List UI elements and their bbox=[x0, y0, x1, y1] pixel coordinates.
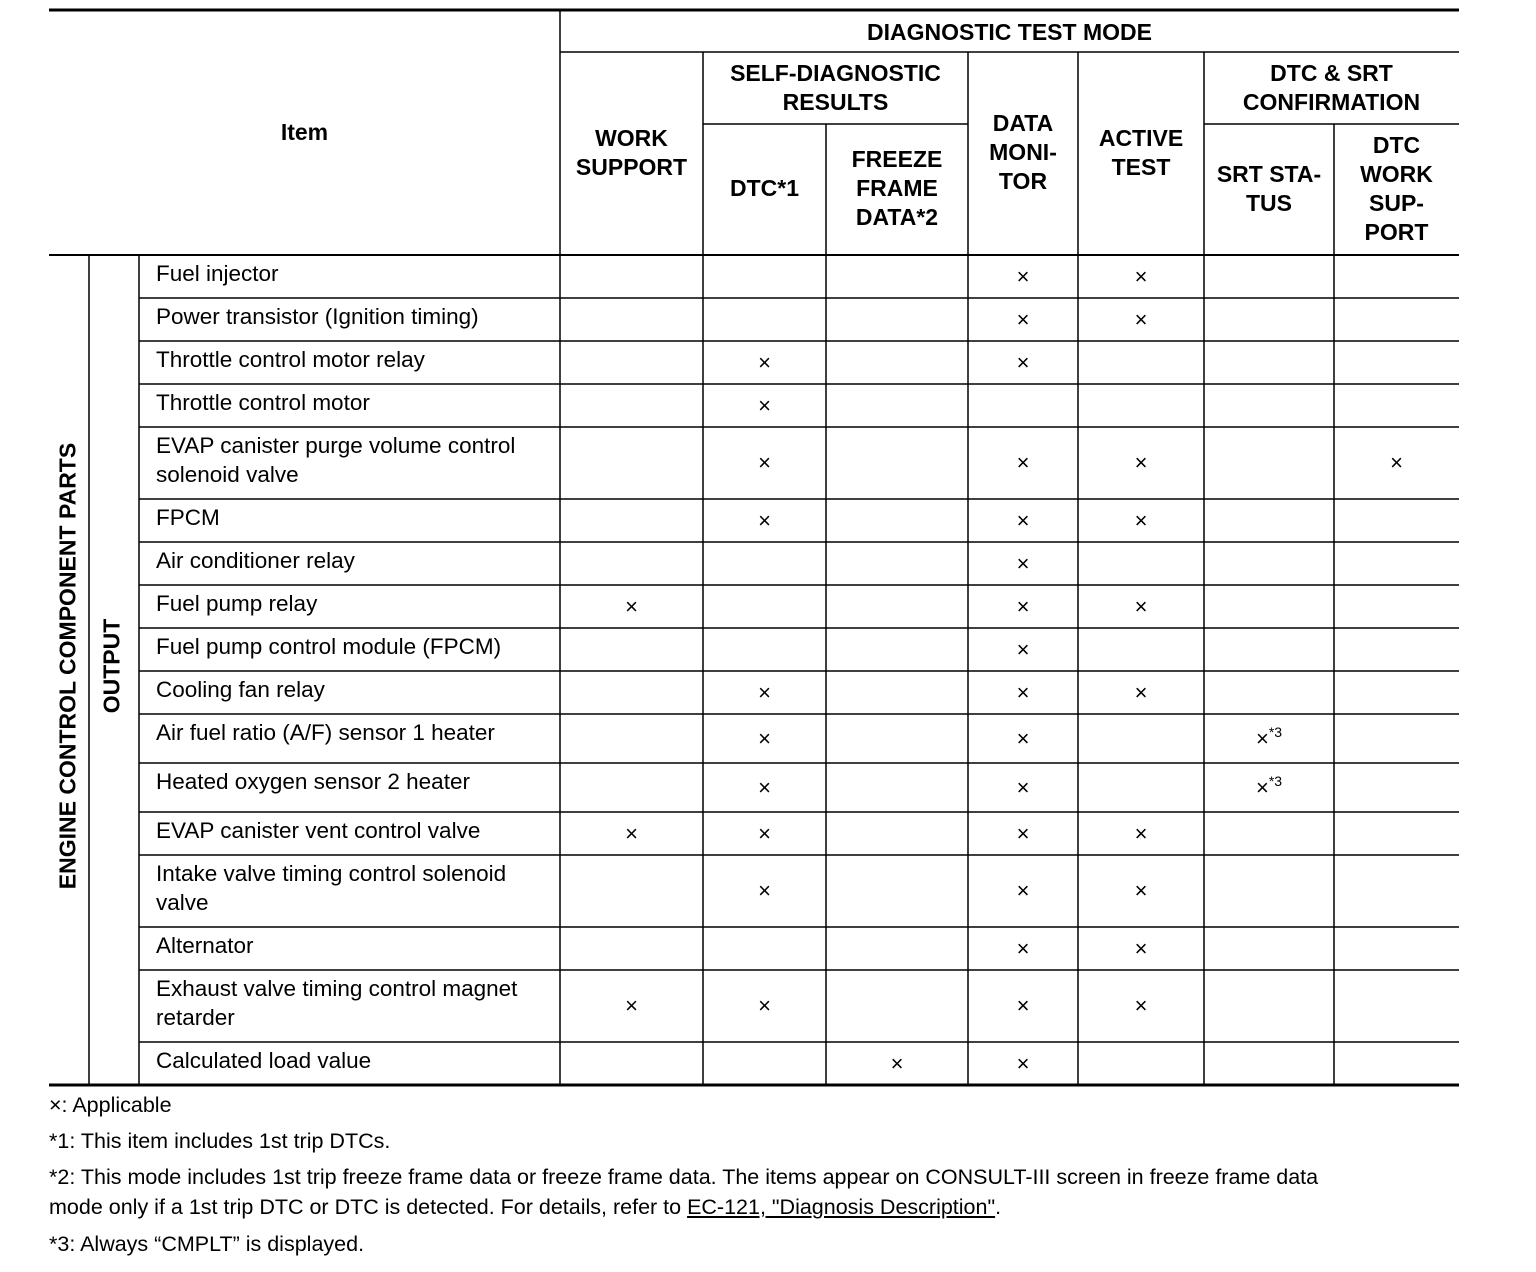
row-item-line: FPCM bbox=[156, 505, 220, 530]
note-2-text: mode only if a 1st trip DTC or DTC is detected. For details, refer to bbox=[49, 1195, 688, 1219]
applicable-mark: × bbox=[1016, 636, 1030, 662]
applicable-mark: × bbox=[1016, 306, 1030, 332]
applicable-mark: × bbox=[758, 993, 771, 1018]
applicable-mark: × bbox=[758, 820, 771, 846]
row-item-line: Cooling fan relay bbox=[156, 677, 325, 702]
applicable-mark: × bbox=[1016, 349, 1030, 375]
applicable-mark: ×$^{*3}$ bbox=[1255, 772, 1283, 800]
applicable-mark: × bbox=[758, 450, 771, 475]
header-item: Item bbox=[280, 119, 329, 145]
applicable-mark: × bbox=[758, 507, 771, 533]
applicable-mark: × bbox=[625, 820, 638, 846]
header-data-monitor: DATA MONI- TOR bbox=[989, 110, 1057, 194]
applicable-mark: × bbox=[1134, 593, 1148, 619]
row-item-label bbox=[156, 589, 317, 618]
applicable-mark: × bbox=[758, 349, 771, 375]
applicable-mark: × bbox=[1134, 935, 1148, 961]
applicable-mark: × bbox=[1016, 450, 1030, 475]
subcategory-label: OUTPUT bbox=[98, 618, 125, 714]
applicable-mark: × bbox=[1134, 679, 1148, 705]
row-item-line: Fuel injector bbox=[156, 261, 279, 286]
applicable-mark: × bbox=[1016, 507, 1030, 533]
row-item-label bbox=[156, 718, 495, 747]
row-item-line: Air conditioner relay bbox=[156, 548, 355, 573]
note-3: *3: Always “CMPLT” is displayed. bbox=[49, 1232, 365, 1256]
row-item-line: Calculated load value bbox=[156, 1048, 372, 1073]
note-1: *1: This item includes 1st trip DTCs. bbox=[49, 1129, 391, 1153]
row-item-label bbox=[156, 974, 517, 1032]
note-2-line2 bbox=[49, 1192, 1001, 1223]
header-dtc-work-support: DTC WORK SUP- PORT bbox=[1360, 131, 1433, 245]
row-item-label bbox=[156, 675, 325, 704]
note-2-line1: *2: This mode includes 1st trip freeze frame data or freeze frame data. The items appear on CONSULT-III screen in freeze frame data bbox=[49, 1165, 1319, 1189]
row-item-label bbox=[156, 767, 470, 796]
header-dtc-srt-confirmation: DTC & SRT CONFIRMATION bbox=[1242, 60, 1421, 115]
row-item-line: Fuel pump control module (FPCM) bbox=[156, 634, 502, 659]
applicable-mark: × bbox=[1134, 993, 1148, 1018]
applicable-mark: × bbox=[758, 774, 771, 800]
row-item-label bbox=[156, 931, 254, 960]
applicable-mark: × bbox=[758, 392, 771, 418]
row-item-label bbox=[156, 259, 279, 288]
applicable-mark: × bbox=[1016, 263, 1030, 289]
applicable-mark: × bbox=[890, 1050, 904, 1076]
row-item-label bbox=[156, 388, 370, 417]
header-self-diagnostic-results: SELF-DIAGNOSTIC RESULTS bbox=[730, 60, 941, 115]
header-work-support: WORK SUPPORT bbox=[575, 124, 688, 180]
applicable-mark: × bbox=[758, 878, 771, 903]
applicable-mark: × bbox=[1016, 774, 1030, 800]
row-item-line: EVAP canister purge volume control bbox=[156, 433, 516, 458]
applicable-mark: ×$^{*3}$ bbox=[1255, 723, 1283, 751]
row-item-label bbox=[156, 431, 515, 489]
applicable-mark: × bbox=[1390, 450, 1403, 475]
applicable-mark: × bbox=[1016, 679, 1030, 705]
row-item-line: Throttle control motor relay bbox=[156, 347, 425, 372]
row-item-line: Fuel pump relay bbox=[156, 591, 318, 616]
row-item-label bbox=[156, 632, 501, 661]
row-item-line: Exhaust valve timing control magnet bbox=[156, 976, 518, 1001]
row-item-label bbox=[156, 345, 425, 374]
header-dtc: DTC*1 bbox=[729, 175, 799, 201]
applicable-mark: × bbox=[758, 725, 771, 751]
applicable-mark: × bbox=[1016, 878, 1030, 903]
row-item-line: valve bbox=[156, 890, 209, 915]
applicable-mark: × bbox=[1016, 725, 1030, 751]
row-item-label bbox=[156, 503, 220, 532]
applicable-mark: × bbox=[1016, 593, 1030, 619]
row-item-line: Throttle control motor bbox=[156, 390, 370, 415]
applicable-mark: × bbox=[625, 593, 638, 619]
row-item-label bbox=[156, 816, 480, 845]
row-item-label bbox=[156, 546, 355, 575]
applicable-mark: × bbox=[625, 993, 638, 1018]
applicable-mark: × bbox=[1016, 993, 1030, 1018]
applicable-mark: × bbox=[1134, 306, 1148, 332]
header-freeze-frame-data: FREEZE FRAME DATA*2 bbox=[851, 146, 943, 230]
row-item-line: Alternator bbox=[156, 933, 254, 958]
applicable-mark: × bbox=[1134, 878, 1148, 903]
row-item-label bbox=[156, 1046, 371, 1075]
applicable-mark: × bbox=[758, 679, 771, 705]
applicable-mark: × bbox=[1134, 263, 1148, 289]
applicable-mark: × bbox=[1016, 1050, 1030, 1076]
header-srt-status: SRT STA- TUS bbox=[1216, 160, 1322, 216]
note-applicable: ×: Applicable bbox=[49, 1093, 172, 1117]
applicable-mark: × bbox=[1134, 820, 1148, 846]
header-active-test: ACTIVE TEST bbox=[1098, 124, 1184, 180]
applicable-mark: × bbox=[1016, 935, 1030, 961]
row-item-line: Power transistor (Ignition timing) bbox=[156, 304, 479, 329]
row-item-line: Intake valve timing control solenoid bbox=[156, 861, 507, 886]
applicable-mark: × bbox=[1134, 507, 1148, 533]
row-item-line: retarder bbox=[156, 1005, 235, 1030]
header-diagnostic-test-mode: DIAGNOSTIC TEST MODE bbox=[867, 18, 1152, 45]
row-item-line: Air fuel ratio (A/F) sensor 1 heater bbox=[156, 720, 495, 745]
applicable-mark: × bbox=[1134, 450, 1148, 475]
applicable-mark: × bbox=[1016, 820, 1030, 846]
category-label: ENGINE CONTROL COMPONENT PARTS bbox=[54, 442, 81, 890]
row-item-line: solenoid valve bbox=[156, 462, 299, 487]
applicable-mark: × bbox=[1016, 550, 1030, 576]
row-item-label bbox=[156, 859, 506, 917]
note-2-period: . bbox=[995, 1195, 1002, 1219]
row-item-line: Heated oxygen sensor 2 heater bbox=[156, 769, 470, 794]
diagnosis-description-link[interactable]: EC-121, "Diagnosis Description" bbox=[687, 1195, 996, 1219]
row-item-label bbox=[156, 302, 479, 331]
row-item-line: EVAP canister vent control valve bbox=[156, 818, 481, 843]
